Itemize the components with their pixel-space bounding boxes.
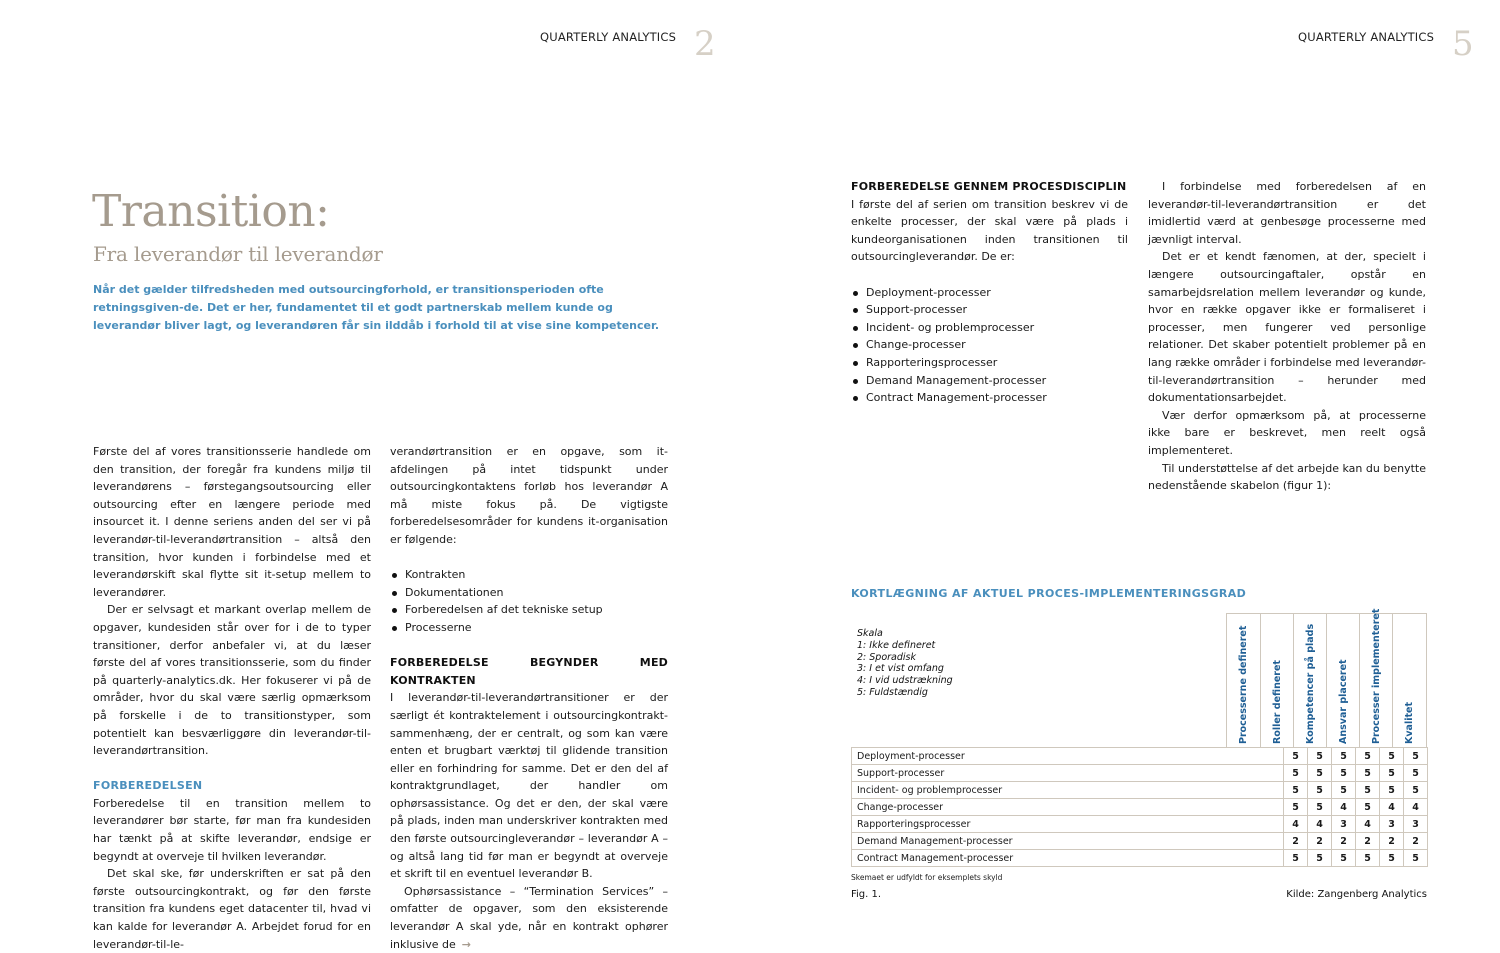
cell: 5 bbox=[1380, 850, 1404, 867]
cell: 5 bbox=[1404, 850, 1428, 867]
scale-item: 3: I et vist omfang bbox=[857, 663, 944, 675]
cell: 4 bbox=[1380, 799, 1404, 816]
scale-item: 1: Ikke defineret bbox=[857, 639, 936, 651]
article-title: Transition: bbox=[92, 186, 330, 237]
column-header bbox=[1326, 613, 1360, 748]
page-number: 2 bbox=[694, 24, 716, 64]
list-item: Demand Management-processer bbox=[851, 372, 1128, 390]
right-column-1 bbox=[851, 178, 1128, 407]
scale-item: 2: Sporadisk bbox=[857, 651, 916, 663]
paragraph: Første del af vores transitionsserie handlede om den transition, der foregår fra kundens miljø til leverandørens – førstegangsoutsourcing eller outsourcing efter en længere periode med insourcet it. I denne seriens anden del ser vi på leverandør-til-leverandørtransition – altså den transition, hvor kunden i forbindelse med et leverandørskift skal flytte sit it-setup mellem to leverandører. bbox=[93, 445, 371, 599]
cell: 3 bbox=[1404, 816, 1428, 833]
table-row bbox=[852, 765, 1428, 782]
paragraph-text: Ophørsassistance – “Termination Services” – omfatter de opgaver, som den eksisterende leverandør A skal yde, når en kontrakt ophører inklusive de bbox=[390, 884, 668, 951]
cell: 3 bbox=[1332, 816, 1356, 833]
cell: 5 bbox=[1332, 782, 1356, 799]
cell: 5 bbox=[1308, 782, 1332, 799]
table-row bbox=[852, 850, 1428, 867]
list-item: Dokumentationen bbox=[390, 584, 668, 602]
row-label: Rapporteringsprocesser bbox=[852, 816, 1284, 833]
cell: 5 bbox=[1308, 799, 1332, 816]
list-item: Processerne bbox=[390, 619, 668, 637]
cell: 5 bbox=[1404, 748, 1428, 765]
paragraph: Til understøttelse af det arbejde kan du benytte nedenstående skabelon (figur 1): bbox=[1148, 461, 1426, 493]
list-item: Rapporteringsprocesser bbox=[851, 354, 1128, 372]
cell: 2 bbox=[1284, 833, 1308, 850]
cell: 4 bbox=[1332, 799, 1356, 816]
figure-note: Skemaet er udfyldt for eksemplets skyld bbox=[851, 873, 1003, 882]
running-head: QUARTERLY ANALYTICS bbox=[540, 30, 677, 44]
cell: 2 bbox=[1308, 833, 1332, 850]
column-header-label: Ansvar placeret bbox=[1337, 659, 1349, 744]
page-number: 5 bbox=[1452, 24, 1474, 64]
cell: 5 bbox=[1308, 748, 1332, 765]
paragraph: verandørtransition er en opgave, som it-afdelingen på intet tidspunkt under outsourcingkontaktens forløb hos leverandør A må miste fokus på. De vigtigste forberedelsesområder for kundens it-organisation er følgende: bbox=[390, 445, 668, 546]
paragraph: I leverandør-til-leverandørtransitioner er der særligt ét kontraktelement i outsourcingkontrakt-sammenhæng, der er centralt, og som kan være enten et brugbart værktøj til glidende transition eller en forhindring for samme. Det er den del af kontraktgrundlaget, der handler om ophørsassistance. Og det er den, der skal være på plads, inden man underskriver kontrakten med den første outsourcingleverandør – leverandør A – og altså lang tid før man er begyndt at overveje et skrift til en eventuel leverandør B. bbox=[390, 691, 668, 881]
list-item: Change-processer bbox=[851, 336, 1128, 354]
cell: 5 bbox=[1356, 799, 1380, 816]
cell: 5 bbox=[1284, 765, 1308, 782]
list-item: Kontrakten bbox=[390, 566, 668, 584]
paragraph: I første del af serien om transition beskrev vi de enkelte processer, der skal være på plads i kundeorganisationen inden transitionen til outsourcingleverandør. De er: bbox=[851, 197, 1128, 264]
paragraph: Det skal ske, før underskriften er sat på den første outsourcingkontrakt, og før den første transition fra kundens eget datacenter til, hvad vi kan kalde for leverandør A. Arbejdet forud for en leverandør-til-le- bbox=[93, 867, 371, 951]
bullet-list bbox=[390, 566, 668, 636]
implementation-table bbox=[851, 747, 1428, 867]
cell: 2 bbox=[1332, 833, 1356, 850]
list-item: Incident- og problemprocesser bbox=[851, 319, 1128, 337]
column-header bbox=[1226, 613, 1260, 748]
cell: 5 bbox=[1356, 748, 1380, 765]
column-header-label: Processer implementeret bbox=[1370, 608, 1382, 744]
cell: 4 bbox=[1356, 816, 1380, 833]
cell: 5 bbox=[1332, 748, 1356, 765]
cell: 5 bbox=[1356, 782, 1380, 799]
cell: 5 bbox=[1332, 850, 1356, 867]
paragraph: Vær derfor opmærksom på, at processerne ikke bare er beskrevet, men reelt også implementeret. bbox=[1148, 408, 1426, 457]
paragraph: Forberedelse til en transition mellem to leverandører bør starte, før man fra kundesiden har tænkt på at skifte leverandør, endsige er begyndt at overveje til hvilken leverandør. bbox=[93, 796, 371, 863]
column-header bbox=[1392, 613, 1427, 748]
cell: 5 bbox=[1308, 765, 1332, 782]
cell: 4 bbox=[1404, 799, 1428, 816]
row-label: Incident- og problemprocesser bbox=[852, 782, 1284, 799]
list-item: Deployment-processer bbox=[851, 284, 1128, 302]
column-header bbox=[1293, 613, 1327, 748]
bullet-list bbox=[851, 284, 1128, 407]
article-subtitle: Fra leverandør til leverandør bbox=[93, 242, 383, 266]
cell: 5 bbox=[1404, 782, 1428, 799]
list-item: Contract Management-processer bbox=[851, 389, 1128, 407]
scale-item: 4: I vid udstrækning bbox=[857, 675, 953, 687]
cell: 4 bbox=[1284, 816, 1308, 833]
cell: 5 bbox=[1284, 850, 1308, 867]
column-header bbox=[1260, 613, 1294, 748]
table-row bbox=[852, 799, 1428, 816]
row-label: Support-processer bbox=[852, 765, 1284, 782]
figure-caption: Fig. 1. bbox=[851, 889, 882, 900]
cell: 5 bbox=[1380, 782, 1404, 799]
left-column-2 bbox=[390, 443, 668, 953]
cell: 4 bbox=[1308, 816, 1332, 833]
table-row bbox=[852, 833, 1428, 850]
figure-title: KORTLÆGNING AF AKTUEL PROCES-IMPLEMENTERINGSGRAD bbox=[851, 587, 1247, 600]
row-label: Demand Management-processer bbox=[852, 833, 1284, 850]
table-row bbox=[852, 816, 1428, 833]
row-label: Deployment-processer bbox=[852, 748, 1284, 765]
column-header-label: Processerne defineret bbox=[1237, 625, 1249, 744]
paragraph: Det er et kendt fænomen, at der, specielt i længere outsourcingaftaler, opstår en samarbejdsrelation mellem leverandør og kunde, hvor en række opgaver ikke er formaliseret i processer, men fungerer ved personlige relationer. Det skaber potentielt problemer på en lang række områder i forbindelse med leverandør-til-leverandørtransition – herunder med dokumentationsarbejdet. bbox=[1148, 250, 1426, 405]
cell: 5 bbox=[1308, 850, 1332, 867]
running-head: QUARTERLY ANALYTICS bbox=[1298, 30, 1435, 44]
row-label: Change-processer bbox=[852, 799, 1284, 816]
list-item: Support-processer bbox=[851, 301, 1128, 319]
paragraph: I forbindelse med forberedelsen af en leverandør-til-leverandørtransition er det imidlertid værd at genbesøge processerne med jævnligt interval. bbox=[1148, 180, 1426, 246]
section-heading: FORBEREDELSEN bbox=[93, 779, 203, 793]
cell: 3 bbox=[1380, 816, 1404, 833]
cell: 2 bbox=[1404, 833, 1428, 850]
cell: 5 bbox=[1332, 765, 1356, 782]
scale-item: 5: Fuldstændig bbox=[857, 686, 928, 698]
column-header bbox=[1359, 608, 1393, 748]
left-column-1 bbox=[93, 443, 371, 953]
list-item: Forberedelsen af det tekniske setup bbox=[390, 601, 668, 619]
cell: 5 bbox=[1380, 748, 1404, 765]
cell: 5 bbox=[1356, 765, 1380, 782]
cell: 5 bbox=[1284, 782, 1308, 799]
column-header-label: Kompetencer på plads bbox=[1304, 623, 1316, 744]
scale-legend bbox=[857, 628, 953, 699]
section-heading: FORBEREDELSE BEGYNDER MED KONTRAKTEN bbox=[390, 656, 668, 687]
lead-paragraph: Når det gælder tilfredsheden med outsourcingforhold, er transitionsperioden ofte retningsgiven-de. Det er her, fundamentet til et godt partnerskab mellem kunde og leverandør bliver lagt, og leverandøren får sin ilddåb i forhold til at vise sine kompetencer. bbox=[93, 283, 660, 332]
column-header-label: Kvalitet bbox=[1403, 701, 1415, 744]
right-column-2 bbox=[1148, 178, 1426, 495]
paragraph bbox=[390, 883, 668, 953]
cell: 5 bbox=[1404, 765, 1428, 782]
cell: 5 bbox=[1356, 850, 1380, 867]
column-header-label: Roller defineret bbox=[1271, 660, 1283, 744]
cell: 5 bbox=[1284, 799, 1308, 816]
table-row bbox=[852, 782, 1428, 799]
continue-arrow-icon: → bbox=[461, 937, 471, 951]
table-row bbox=[852, 748, 1428, 765]
cell: 5 bbox=[1380, 765, 1404, 782]
section-heading: FORBEREDELSE GENNEM PROCESDISCIPLIN bbox=[851, 180, 1127, 193]
cell: 2 bbox=[1356, 833, 1380, 850]
figure-source: Kilde: Zangenberg Analytics bbox=[1286, 889, 1427, 900]
row-label: Contract Management-processer bbox=[852, 850, 1284, 867]
cell: 2 bbox=[1380, 833, 1404, 850]
cell: 5 bbox=[1284, 748, 1308, 765]
scale-label: Skala bbox=[857, 628, 883, 639]
paragraph: Der er selvsagt et markant overlap mellem de opgaver, kundesiden står over for i de to typer transitioner, derfor anbefaler vi, at du læser første del af vores transitionsserie, som du finder på quarterly-analytics.dk. Her fokuserer vi på de områder, hvor du skal være særlig opmærksom på forskelle i de to transitionstyper, som potentielt kan besværliggøre din leverandør-til-leverandørtransition. bbox=[93, 603, 371, 758]
